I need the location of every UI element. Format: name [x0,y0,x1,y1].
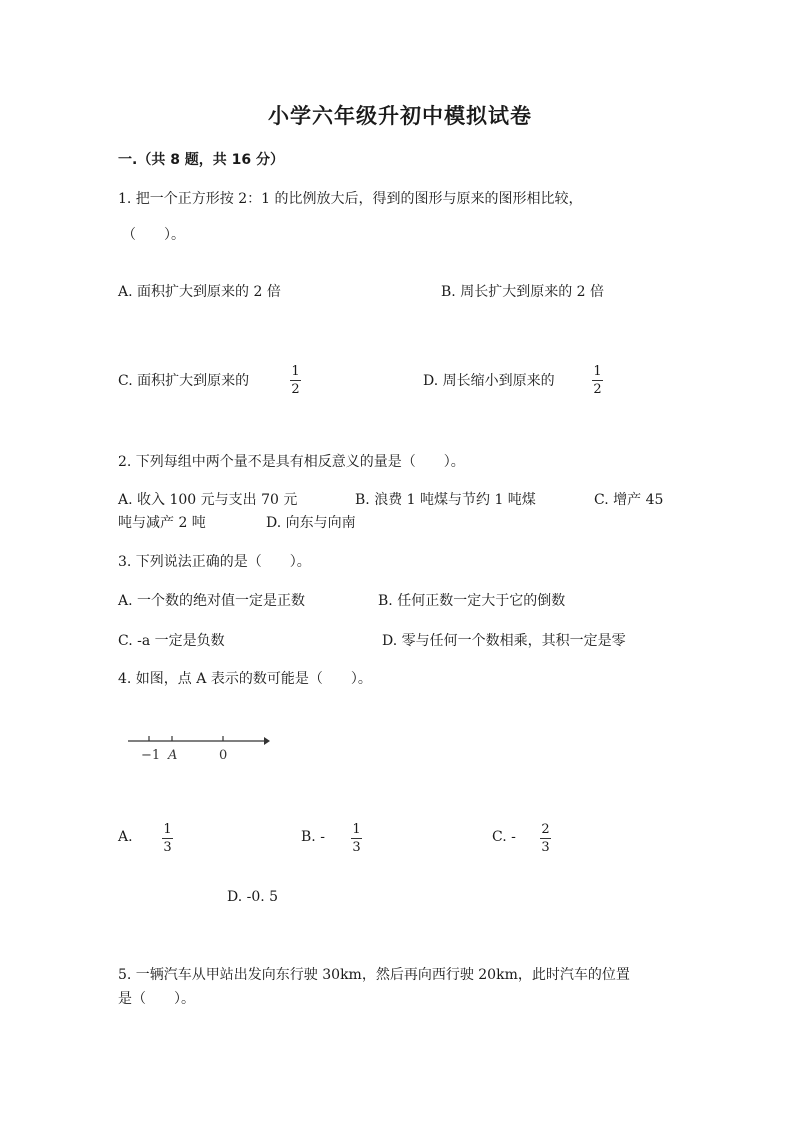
question-2-option-b[interactable]: B. 浪费 1 吨煤与节约 1 吨煤 [355,492,536,508]
arrow-right-icon [264,737,270,745]
fraction-denominator: 2 [593,382,602,397]
fraction-denominator: 3 [163,840,172,855]
fraction-bar [290,380,301,381]
question-4-option-c[interactable]: C. - [492,829,516,845]
question-2-option-d[interactable]: D. 向东与向南 [266,515,356,531]
fraction-bar [592,380,603,381]
number-line-figure [124,730,274,764]
question-5-stem-line2: 是（ ）。 [118,991,195,1007]
fraction-bar [540,838,551,839]
question-4-option-a-fraction [162,822,173,855]
label-neg1: −1 [141,748,161,763]
question-4-stem: 4. 如图，点 A 表示的数可能是（ ）。 [118,671,372,687]
question-1-option-d-fraction [592,364,603,397]
page-title: 小学六年级升初中模拟试卷 [268,104,532,128]
question-1-option-c[interactable]: C. 面积扩大到原来的 [118,373,250,389]
question-3-stem: 3. 下列说法正确的是（ ）。 [118,554,311,570]
label-a: A [168,748,178,763]
question-3-option-c[interactable]: C. -a 一定是负数 [118,633,225,649]
question-1-option-c-fraction [290,364,301,397]
question-2-option-c-continued[interactable]: 吨与减产 2 吨 [118,515,206,531]
fraction-bar [162,838,173,839]
fraction-denominator: 3 [541,840,550,855]
question-4-option-d[interactable]: D. -0. 5 [227,889,279,905]
question-5-stem-line1: 5. 一辆汽车从甲站出发向东行驶 30km，然后再向西行驶 20km，此时汽车的位置 [118,967,630,983]
question-3-option-a[interactable]: A. 一个数的绝对值一定是正数 [118,593,306,609]
question-2-option-a[interactable]: A. 收入 100 元与支出 70 元 [118,492,298,508]
question-3-option-d[interactable]: D. 零与任何一个数相乘，其积一定是零 [382,633,626,649]
label-0: 0 [219,748,228,763]
question-3-option-b[interactable]: B. 任何正数一定大于它的倒数 [378,593,566,609]
fraction-denominator: 2 [291,382,300,397]
question-4-option-c-fraction [540,822,551,855]
fraction-bar [351,838,362,839]
fraction-numerator: 2 [541,822,550,837]
question-1-option-a[interactable]: A. 面积扩大到原来的 2 倍 [118,284,281,300]
fraction-numerator: 1 [593,364,602,379]
fraction-numerator: 1 [352,822,361,837]
section-heading: 一.（共 8 题，共 16 分） [118,152,285,168]
question-1-option-d[interactable]: D. 周长缩小到原来的 [423,373,555,389]
fraction-numerator: 1 [291,364,300,379]
question-4-option-b-fraction [351,822,362,855]
question-1-stem-line1: 1. 把一个正方形按 2：1 的比例放大后，得到的图形与原来的图形相比较， [118,191,583,207]
question-1-stem-line2: （ ）。 [122,227,185,243]
question-2-option-c[interactable]: C. 增产 45 [594,492,664,508]
question-1-option-b[interactable]: B. 周长扩大到原来的 2 倍 [441,284,604,300]
question-4-option-b[interactable]: B. - [301,829,325,845]
fraction-denominator: 3 [352,840,361,855]
fraction-numerator: 1 [163,822,172,837]
question-4-option-a[interactable]: A. [118,829,133,845]
question-2-stem: 2. 下列每组中两个量不是具有相反意义的量是（ ）。 [118,454,465,470]
